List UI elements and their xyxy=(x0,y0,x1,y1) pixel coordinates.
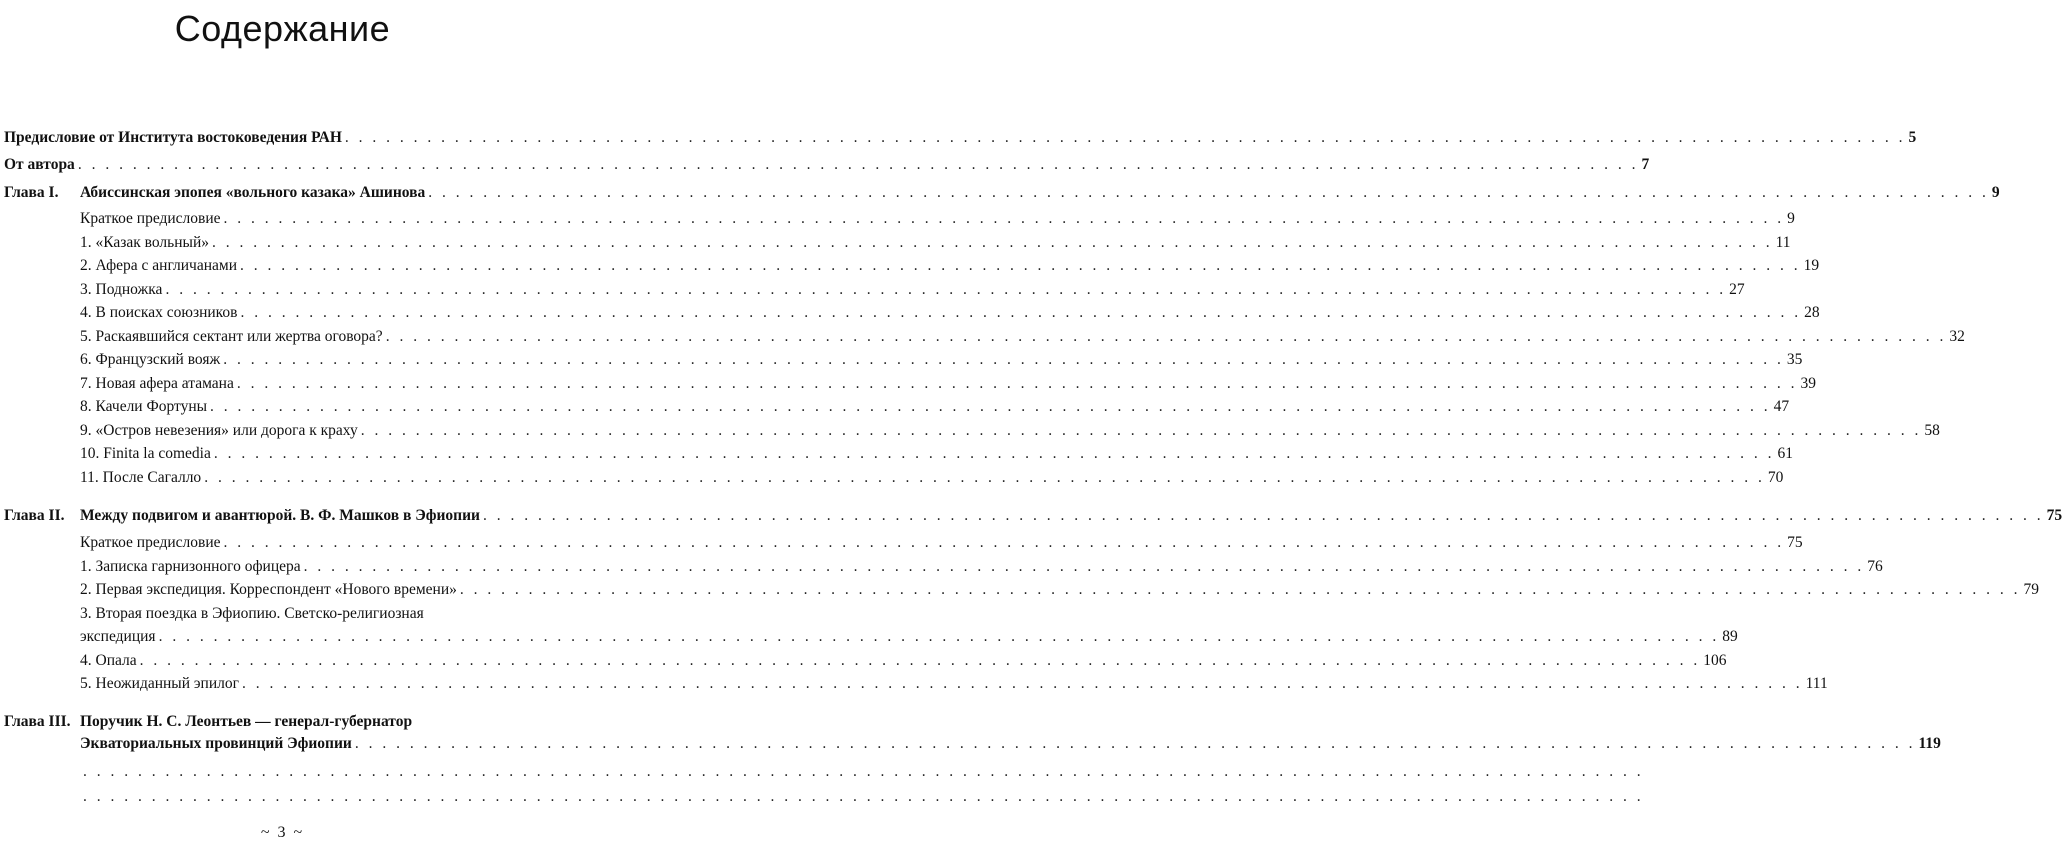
page-number: 28 xyxy=(1804,304,1820,321)
page-number: 27 xyxy=(1729,280,1745,298)
toc-section[interactable] xyxy=(80,350,1803,370)
entry-title: Предисловие от Института востоковедения РАН xyxy=(4,129,342,146)
page-number: 89 xyxy=(1722,628,1738,645)
leader-dots xyxy=(165,280,1726,300)
page-number: 11 xyxy=(1775,233,1791,251)
leader-dots xyxy=(386,327,1947,347)
leader-dots xyxy=(237,374,1798,394)
leader-dots xyxy=(345,128,1906,148)
toc-section[interactable] xyxy=(80,533,1803,553)
leader-dots xyxy=(214,444,1775,464)
page-number: 119 xyxy=(1918,735,1941,752)
toc-section[interactable] xyxy=(80,651,1727,671)
toc-section[interactable] xyxy=(80,787,559,807)
section-title: 5. Раскаявшийся сектант или жертва оговора? xyxy=(80,327,383,345)
section-title[interactable]: 3. Вторая поездка в Эфиопию. Светско-религиозная xyxy=(80,604,424,622)
section-title: 2. Афера с англичанами xyxy=(80,257,238,274)
section-title: 11. После Сагалло xyxy=(80,468,202,486)
chapter-title: Поручик Н. С. Леонтьев — генерал-губернатор xyxy=(80,713,413,730)
entry-title: От автора xyxy=(4,156,75,173)
section-title: 6. Французский вояж xyxy=(80,351,221,368)
leader-dots xyxy=(159,627,1720,647)
page-number: 111 xyxy=(1805,675,1828,692)
leader-dots xyxy=(428,183,1989,203)
toc-section[interactable] xyxy=(80,327,1965,347)
toc-section[interactable] xyxy=(80,674,1828,694)
section-title: 5. Неожиданный эпилог xyxy=(80,675,239,692)
leader-dots xyxy=(242,674,1803,694)
toc-section[interactable] xyxy=(80,444,1793,464)
toc-section[interactable] xyxy=(80,374,1816,394)
leader-dots xyxy=(210,397,1771,417)
page-number: 76 xyxy=(1867,557,1883,575)
section-title: Краткое предисловие xyxy=(80,210,221,227)
chapter-title: Между подвигом и авантюрой. В. Ф. Машков в Эфиопии xyxy=(80,507,480,524)
page-number: 58 xyxy=(1924,421,1940,439)
toc-entry-author[interactable] xyxy=(4,155,1650,175)
chapter-label: Глава III. xyxy=(4,713,71,730)
leader-dots xyxy=(83,762,1644,782)
leader-dots xyxy=(140,651,1701,671)
leader-dots xyxy=(78,155,1639,175)
page-number: 70 xyxy=(1767,468,1784,486)
toc-chapter-2[interactable] xyxy=(4,506,2062,526)
toc-section[interactable] xyxy=(80,233,1791,253)
toc-section[interactable] xyxy=(80,280,1745,300)
section-title: 1. «Казак вольный» xyxy=(80,233,209,251)
page-number: 75 xyxy=(1787,534,1803,551)
toc-section[interactable] xyxy=(80,397,1790,417)
leader-dots xyxy=(212,233,1773,253)
toc-section[interactable] xyxy=(80,580,2039,600)
toc-section[interactable] xyxy=(80,303,1820,323)
page-number: 35 xyxy=(1786,351,1803,368)
section-title: 1. Записка гарнизонного офицера xyxy=(80,557,301,575)
section-title: 9. «Остров невезения» или дорога к краху xyxy=(80,421,358,439)
leader-dots xyxy=(460,580,2021,600)
chapter-label: Глава I. xyxy=(4,184,59,201)
toc-section[interactable] xyxy=(80,762,559,782)
toc-chapter-3-cont[interactable] xyxy=(80,734,1941,754)
toc-entry-foreword[interactable] xyxy=(4,128,1917,148)
leader-dots xyxy=(223,350,1784,370)
leader-dots xyxy=(224,209,1785,229)
leader-dots xyxy=(483,506,2044,526)
toc-section[interactable] xyxy=(80,421,1940,441)
page-number: 61 xyxy=(1777,445,1793,462)
section-title: 10. Finita la comedia xyxy=(80,445,211,462)
page-folio: ~ 3 ~ xyxy=(260,824,305,841)
page-number: 9 xyxy=(1991,184,2000,201)
section-title: 4. Опала xyxy=(80,651,137,669)
toc-section[interactable] xyxy=(80,468,1784,488)
toc-section[interactable] xyxy=(80,557,1883,577)
section-title-continued: экспедиция xyxy=(80,628,156,645)
chapter-title-continued: Экваториальных провинций Эфиопии xyxy=(80,735,352,752)
toc-section[interactable] xyxy=(80,256,1820,276)
page-title: Содержание xyxy=(174,8,391,49)
page-number: 9 xyxy=(1787,210,1795,227)
page-number: 47 xyxy=(1773,398,1790,415)
page-number: 79 xyxy=(2023,581,2039,598)
leader-dots xyxy=(240,256,1801,276)
leader-dots xyxy=(361,421,1922,441)
page-number: 5 xyxy=(1908,129,1917,146)
chapter-label: Глава II. xyxy=(4,507,65,524)
toc-chapter-1[interactable] xyxy=(4,183,2000,203)
toc-section[interactable] xyxy=(80,627,1738,647)
section-title: Краткое предисловие xyxy=(80,534,221,551)
section-title: 8. Качели Фортуны xyxy=(80,398,208,415)
page-number: 32 xyxy=(1949,327,1965,345)
toc-chapter-3[interactable] xyxy=(4,712,559,732)
leader-dots xyxy=(224,533,1785,553)
page-number: 75 xyxy=(2046,507,2062,524)
leader-dots xyxy=(304,557,1865,577)
toc-section[interactable] xyxy=(80,209,1795,229)
leader-dots xyxy=(204,468,1765,488)
leader-dots xyxy=(355,734,1916,754)
page-number: 19 xyxy=(1803,257,1820,274)
section-title: 2. Первая экспедиция. Корреспондент «Нового времени» xyxy=(80,581,457,598)
page-number: 7 xyxy=(1641,156,1650,173)
page-number: 39 xyxy=(1800,374,1816,392)
leader-dots xyxy=(83,787,1644,807)
section-title: 4. В поисках союзников xyxy=(80,304,238,321)
section-title: 7. Новая афера атамана xyxy=(80,374,234,392)
chapter-title: Абиссинская эпопея «вольного казака» Ашинова xyxy=(80,184,426,201)
section-title: 3. Подножка xyxy=(80,280,163,298)
leader-dots xyxy=(240,303,1801,323)
page-number: 106 xyxy=(1703,651,1727,669)
